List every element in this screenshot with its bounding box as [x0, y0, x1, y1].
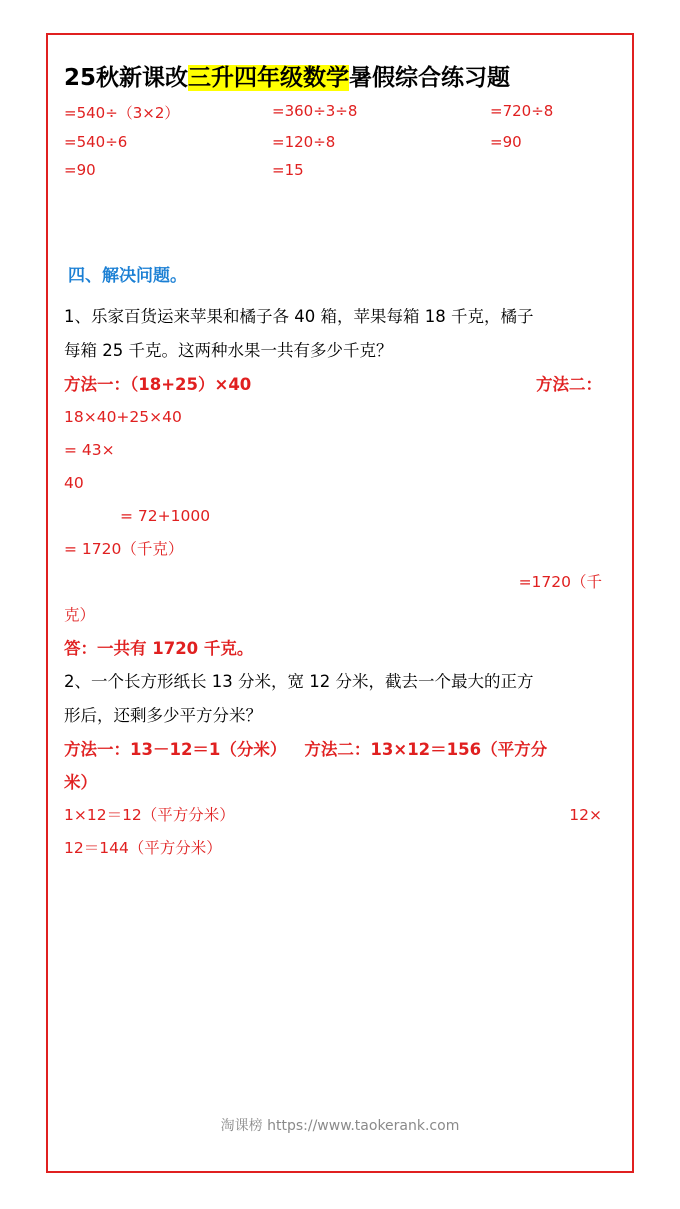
- problem-2-text-line-1: 2、一个长方形纸长 13 分米，宽 12 分米，截去一个最大的正方: [64, 672, 534, 691]
- calc-cell: =720÷8: [490, 102, 554, 120]
- section-spacer: [64, 179, 620, 253]
- calc-cell: [490, 161, 620, 179]
- problem-2-text-line-2: 形后，还剩多少平方分米？: [64, 706, 262, 725]
- table-row: [64, 161, 620, 179]
- page-title-prefix: 25秋新课改: [64, 65, 189, 91]
- problem-2-line-d: 12＝144（平方分米）: [64, 839, 222, 857]
- table-row: [64, 102, 620, 123]
- calc-cell: =540÷6: [64, 133, 128, 151]
- calc-cell: =15: [272, 161, 304, 179]
- calc-cell: =120÷8: [272, 133, 336, 151]
- page-title: [64, 59, 620, 92]
- page-title-suffix: 暑假综合练习题: [349, 65, 511, 91]
- problem-2-line-c: 12×: [569, 806, 602, 824]
- calc-cell: =90: [64, 161, 96, 179]
- problem-1-text-line-2: 每箱 25 千克。这两种水果一共有多少千克？: [64, 341, 393, 360]
- watermark: 淘课榜 https://www.taokerank.com: [220, 1118, 460, 1134]
- page-title-highlight: 三升四年级数学: [188, 65, 350, 91]
- problem-1-line-b: = 43×: [64, 441, 115, 459]
- problem-2-line-a: 米）: [64, 773, 97, 792]
- problem-1-method-2-label: 方法二：: [536, 375, 602, 394]
- problem-1-method-1-label: 方法一：（18+25）×40: [64, 375, 252, 394]
- problem-1-line-f: =1720（千: [518, 573, 602, 591]
- section-heading: 四、解决问题。: [68, 266, 187, 286]
- problem-1-line-g: 克）: [64, 606, 96, 624]
- calc-cell: =360÷3÷8: [272, 102, 358, 120]
- problem-2-method-1-label: 方法一：13－12＝1（分米）: [64, 740, 287, 759]
- problem-1-line-d: = 72+1000: [120, 507, 211, 525]
- problem-1-answer: 答：一共有 1720 千克。: [64, 639, 254, 658]
- problem-1-text-line-1: 1、乐家百货运来苹果和橘子各 40 箱，苹果每箱 18 千克，橘子: [64, 307, 534, 326]
- problem-1-line-e: = 1720（千克）: [64, 540, 184, 558]
- table-row: [64, 133, 620, 151]
- problem-2-method-2-label: 方法二：13×12＝156（平方分: [304, 740, 548, 759]
- problem-1-line-a: 18×40+25×40: [64, 408, 182, 426]
- calc-cell: =540÷（3×2）: [64, 104, 180, 122]
- problem-1-line-c: 40: [64, 474, 84, 492]
- problem-2-line-b: 1×12＝12（平方分米）: [64, 806, 235, 824]
- calc-cell: =90: [490, 133, 522, 151]
- document-content: [64, 45, 620, 865]
- document-page-frame: [46, 33, 634, 1173]
